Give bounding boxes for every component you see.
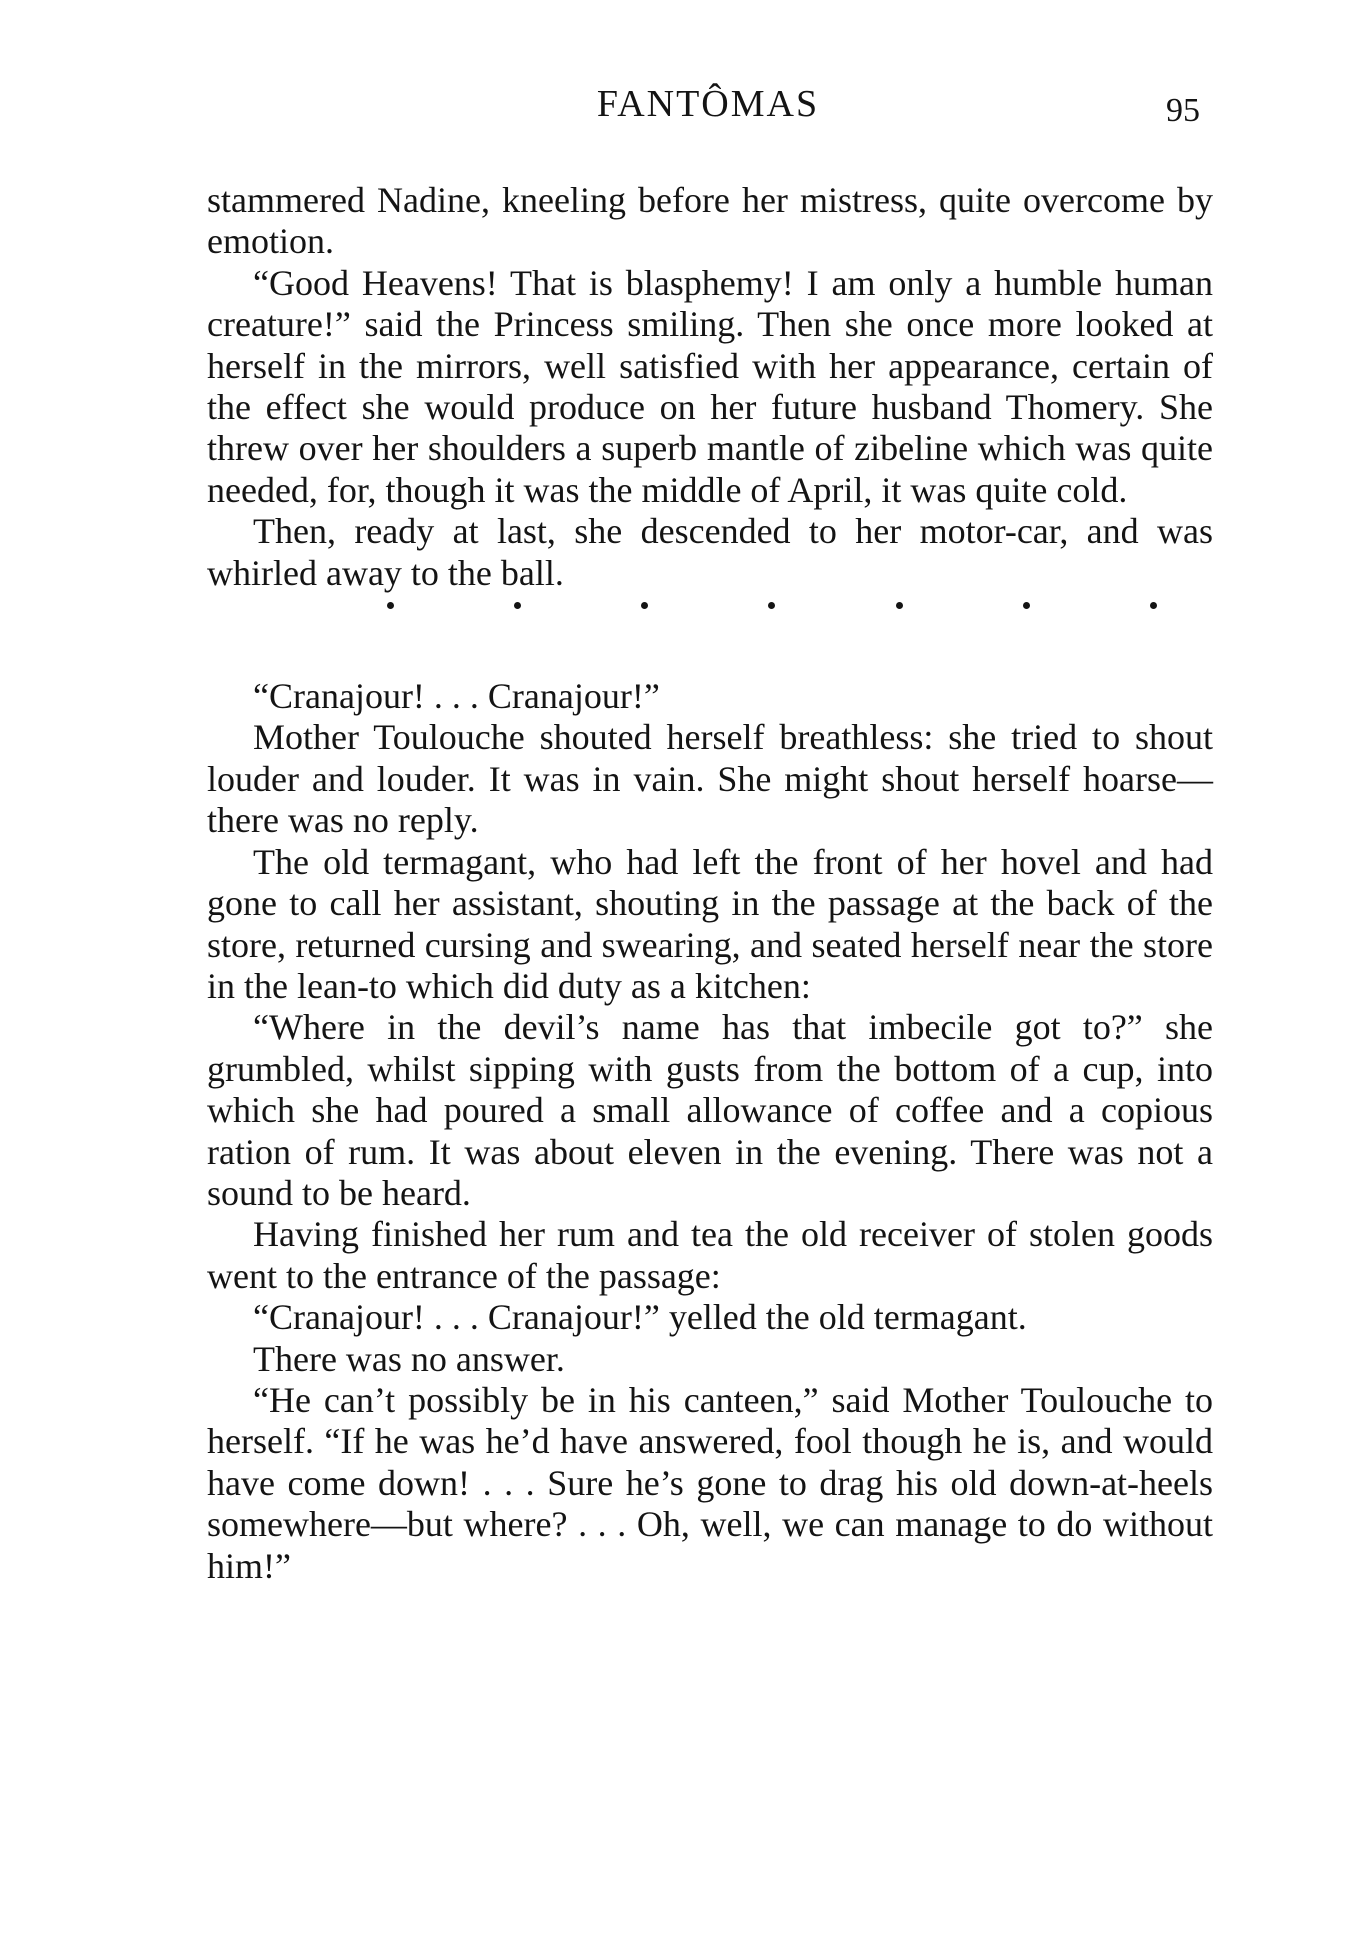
paragraph: “Cranajour! . . . Cranajour!” yelled the old termagant.	[253, 1297, 1027, 1338]
ellipsis-dot	[1150, 602, 1157, 609]
page-number: 95	[1166, 92, 1200, 129]
ellipsis-dot	[641, 602, 648, 609]
scene-break-dots	[207, 594, 1213, 676]
paragraph: “Where in the devil’s name has that imbecile got to?” she grumbled, whilst sipping with gusts from the bottom of a cup, into which she had poured a small allowance of coffee and a copious ration of rum. It was about eleven in the evening. There was not a sound to be heard.	[207, 1007, 1213, 1213]
paragraph: There was no answer.	[253, 1338, 565, 1379]
paragraph: The old termagant, who had left the front of her hovel and had gone to call her assistant, shouting in the passage at the back of the store, returned cursing and swearing, and seated herself near the store in the lean-to which did duty as a kitchen:	[207, 841, 1213, 1006]
paragraph: “He can’t possibly be in his canteen,” said Mother Toulouche to herself. “If he was he’d have answered, fool though he is, and would have come down! . . . Sure he’s gone to drag his old down-at-heels somewhere—but where? . . . Oh, well, we can manage to do without him!”	[207, 1379, 1213, 1586]
ellipsis-dot	[896, 602, 903, 609]
ellipsis-dot	[514, 602, 521, 609]
paragraph: “Cranajour! . . . Cranajour!”	[253, 676, 660, 717]
ellipsis-dot	[1023, 602, 1030, 609]
running-title: FANTÔMAS	[596, 83, 820, 125]
paragraph: Having finished her rum and tea the old receiver of stolen goods went to the entrance of the passage:	[207, 1214, 1213, 1296]
ellipsis-dot	[387, 602, 394, 609]
paragraph: Mother Toulouche shouted herself breathless: she tried to shout louder and louder. It was in vain. She might shout herself hoarse—there was no reply.	[207, 717, 1213, 841]
ellipsis-dot	[768, 602, 775, 609]
paragraph: “Good Heavens! That is blasphemy! I am only a humble human creature!” said the Princess smiling. Then she once more looked at herself in the mirrors, well satisfied with her appearance, certain of the effect she would produce on her future husband Thomery. She threw over her shoulders a superb mantle of zibeline which was quite needed, for, though it was the middle of April, it was quite cold.	[207, 262, 1213, 510]
paragraph: Then, ready at last, she descended to her motor-car, and was whirled away to the ball.	[207, 511, 1213, 593]
running-head	[0, 78, 1354, 138]
paragraph: stammered Nadine, kneeling before her mistress, quite overcome by emotion.	[207, 180, 1213, 262]
body-text	[207, 180, 1213, 1587]
